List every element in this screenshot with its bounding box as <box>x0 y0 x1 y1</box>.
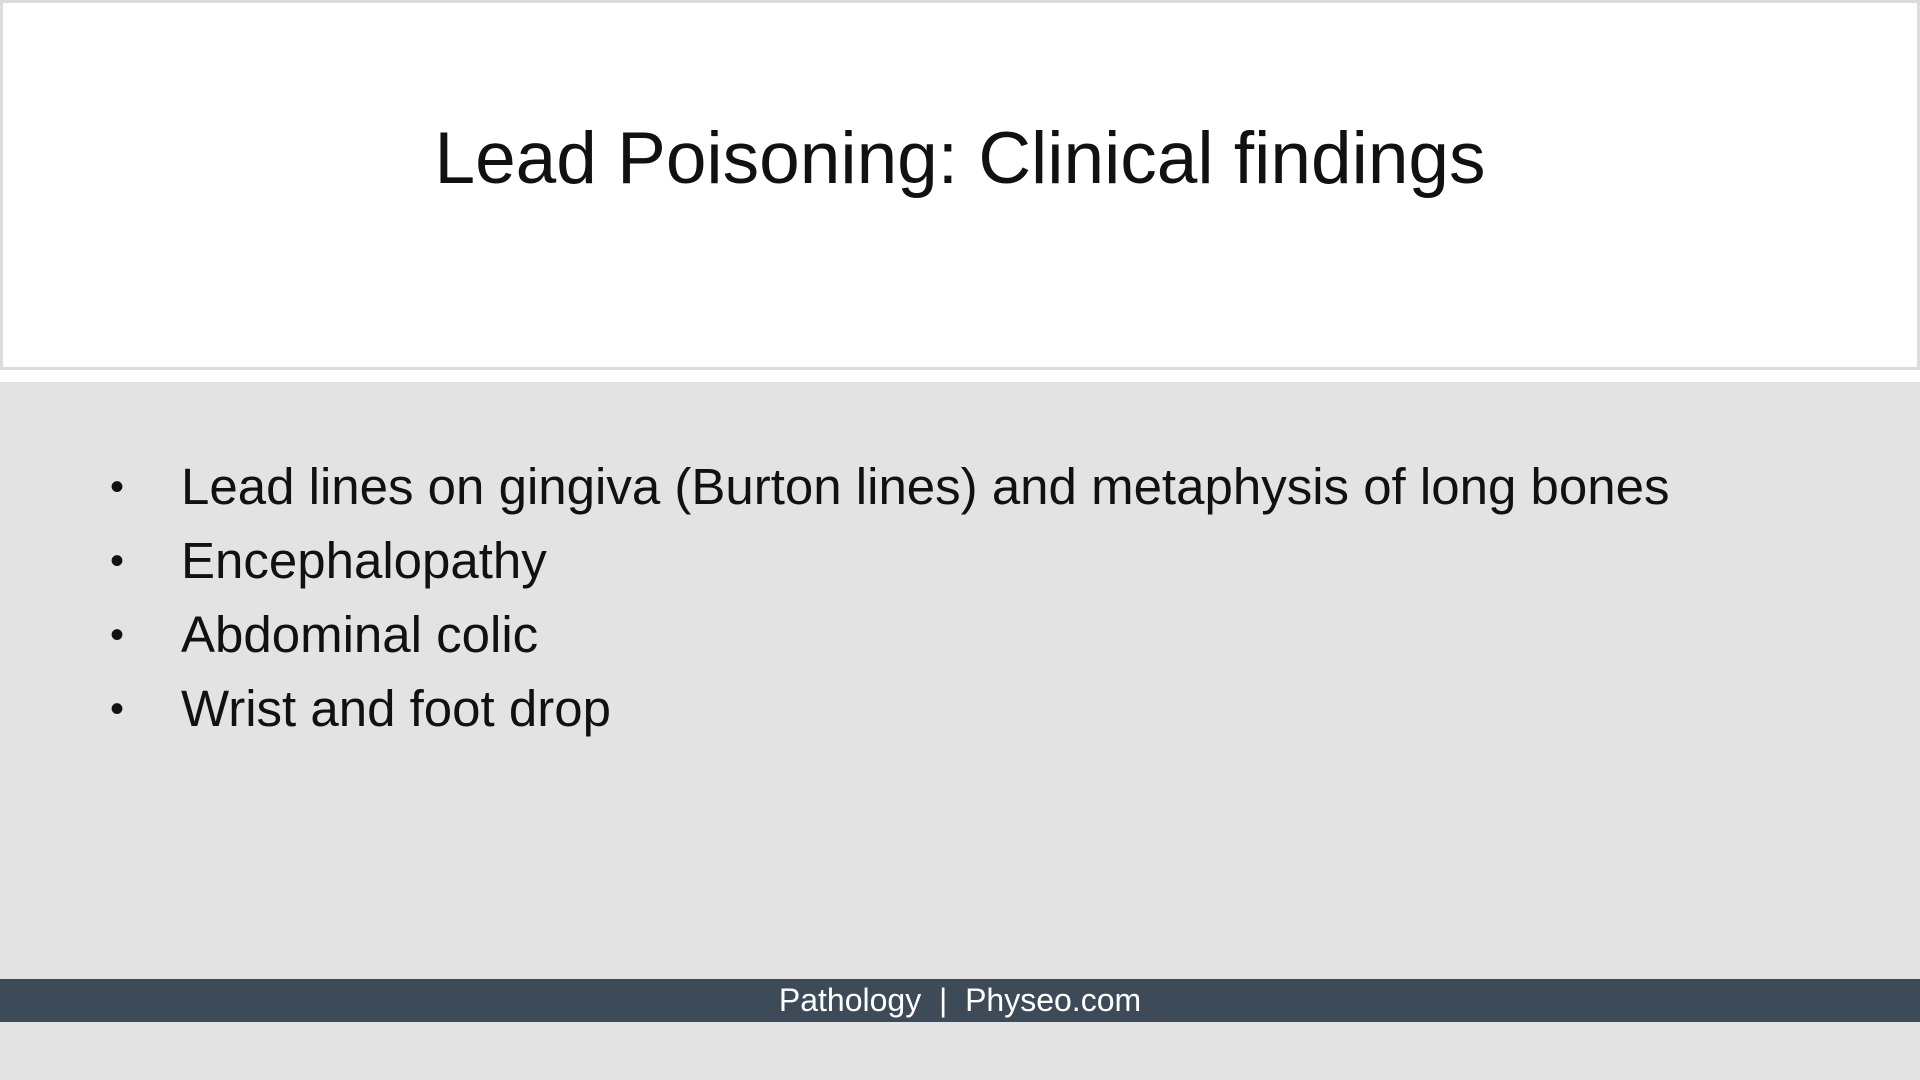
footer-separator: | <box>938 982 948 1018</box>
footer-bar <box>0 979 1920 1022</box>
bullet-text: Encephalopathy <box>181 532 547 589</box>
bullet-icon: • <box>110 465 125 509</box>
list-item <box>110 598 1669 672</box>
footer-subject: Pathology <box>778 982 922 1018</box>
bullet-icon: • <box>110 687 125 731</box>
bullet-text: Lead lines on gingiva (Burton lines) and metaphysis of long bones <box>181 458 1670 515</box>
title-box <box>0 0 1920 370</box>
footer-site: Physeo.com <box>965 982 1142 1018</box>
bullet-icon: • <box>110 539 125 583</box>
list-item <box>110 672 1669 746</box>
divider-band <box>0 370 1920 382</box>
bullet-icon: • <box>110 613 125 657</box>
list-item <box>110 450 1669 524</box>
bullet-text: Abdominal colic <box>181 606 539 663</box>
slide-title: Lead Poisoning: Clinical findings <box>434 118 1486 199</box>
bullet-text: Wrist and foot drop <box>181 680 611 737</box>
list-item <box>110 524 1669 598</box>
bullet-list <box>110 450 1669 746</box>
